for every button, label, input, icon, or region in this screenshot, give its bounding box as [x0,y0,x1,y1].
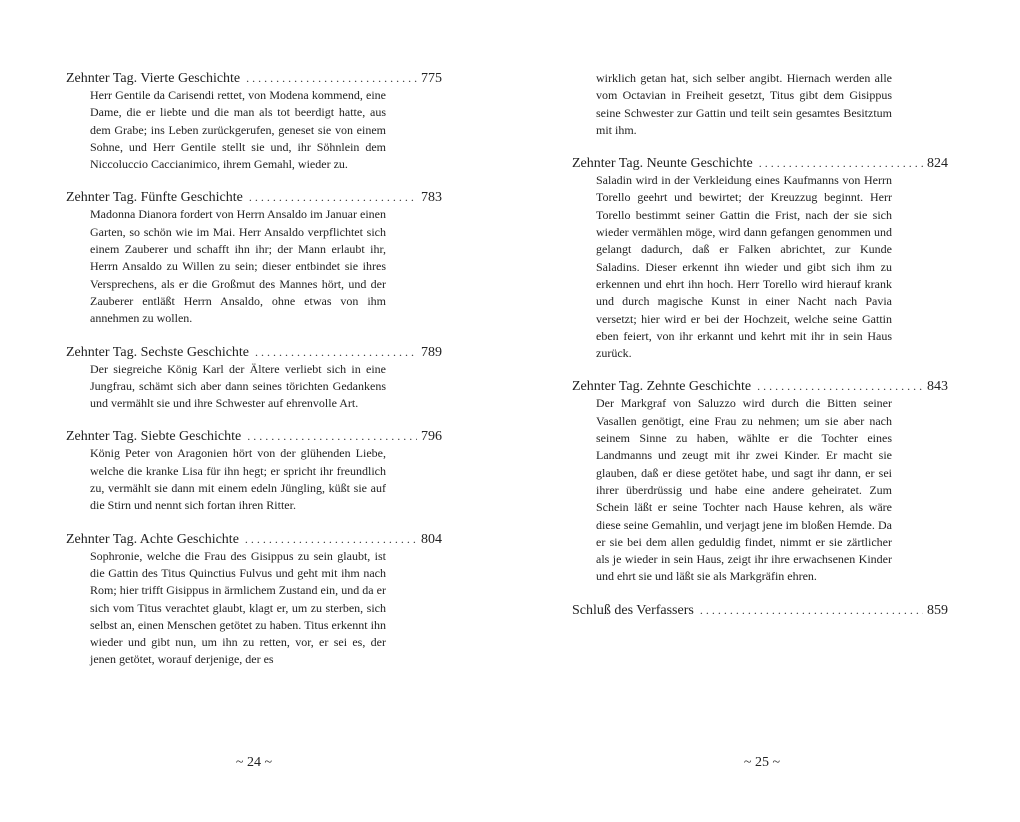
dot-leader [245,531,417,548]
toc-entry-heading[interactable] [572,602,948,619]
toc-entry-heading[interactable] [572,378,948,395]
dot-leader [247,428,417,445]
dot-leader [255,344,417,361]
dot-leader [249,189,417,206]
toc-entry-title: Schluß des Verfassers [572,602,694,618]
toc-entry-summary: Der siegreiche König Karl der Ältere verliebt sich in eine Jungfrau, schämt sich aber dann seines törichten Gedankens und vermählt sie und ihre Schwester auf ehrenvolle Art. [90,361,386,411]
dot-leader [757,378,923,395]
toc-entry-heading[interactable] [66,428,442,445]
page-number-right: ~ 25 ~ [743,755,781,770]
toc-entry-heading[interactable] [66,189,442,206]
toc-entry-summary: Der Markgraf von Saluzzo wird durch die Bitten seiner Vasallen genötigt, eine Frau zu nehmen; um sie aber nach seinem Sinne zu haben, wählte er die Tochter eines Landmanns und zeugt mit ihr zwei Kinder. Er macht sie glauben, daß er diese getötet habe, und sagt ihr dann, er sei ihrer überdrüssig und habe eine andere geheiratet. Zum Schein läßt er seine Tochter nach Hause kehren, als wäre diese seine Gemahlin, und verjagt jene im bloßen Hemde. Da er sie bei dem allen geduldig findet, nimmt er sie zärtlicher als je wieder in sein Haus, zeigt ihr ihre erwachsenen Kinder und ehrt sie und läßt sie als Markgräfin ehren. [596,396,892,584]
toc-entry [66,531,442,669]
toc-entry-summary: Herr Gentile da Carisendi rettet, von Modena kommend, eine Dame, die er liebte und die man als tot beerdigt hatte, aus dem Grabe; ins Leben zurückgerufen, geneset sie von einem Sohne, und Herr Gentile stellt sie und, ihr Söhnlein dem Niccoluccio Caccianimico, ihrem Gemahl, wieder zu. [90,88,386,172]
toc-entry-heading[interactable] [66,344,442,361]
toc-entry [66,70,442,173]
dot-leader [759,155,923,172]
toc-entry-title: Zehnter Tag. Achte Geschichte [66,531,239,547]
toc-entry-title: Zehnter Tag. Vierte Geschichte [66,71,241,86]
dot-leader [700,602,923,619]
toc-entry-summary: Sophronie, welche die Frau des Gisippus zu sein glaubt, ist die Gattin des Titus Quinctius Fulvus und geht mit ihm nach Rom; hier trifft Gisippus in ärmlichem Zustand ein, und da er sich vom Titus verachtet glaubt, klagt er, um zu sterben, sich selbst an, einen Menschen getötet zu haben. Titus erkennt ihn wieder und gibt nun, um ihn zu retten, vor, er sei es, der jenen getötet, worauf derjenige, der es [90,548,386,667]
toc-column-right [572,70,948,635]
toc-page-number: 804 [421,531,442,547]
toc-entry-continuation [572,70,948,139]
toc-entry-summary: Madonna Dianora fordert von Herrn Ansaldo im Januar einen Garten, so schön wie im Mai. Herr Ansaldo verpflichtet sich einem Zauberer und schafft ihn ihr; der Mann erlaubt ihr, Herrn Ansaldo zu Willen zu sein; dieser entbindet sie ihres Versprechens, als er die Großmut des Mannes hört, und der Zauberer entläßt Herrn Ansaldo, ohne etwas von ihm annehmen zu wollen. [90,207,386,326]
toc-entry-summary: König Peter von Aragonien hört von der glühenden Liebe, welche die kranke Lisa für ihn hegt; er spricht ihr freundlich zu, vermählt sie dann mit einem edeln Jüngling, küßt sie auf die Stirn und nennt sich fortan ihren Ritter. [90,446,386,513]
toc-page-number: 789 [421,344,442,360]
toc-entry-title: Zehnter Tag. Sechste Geschichte [66,344,250,360]
toc-page-number: 796 [421,429,442,445]
toc-page-number: 775 [421,71,442,86]
toc-page-number: 824 [927,156,948,172]
toc-page-number: 843 [927,379,948,395]
toc-entry-title: Zehnter Tag. Fünfte Geschichte [66,190,243,206]
toc-entry-summary: Saladin wird in der Verkleidung eines Kaufmanns von Herrn Torello geehrt und bewirtet; der Kreuzzug beginnt. Herr Torello bestimmt seiner Gattin die Frist, nach der sie sich wieder vermählen möge, wird dann gefangen genommen und gelangt dadurch, daß er Falken abrichtet, zur Kunde Saladins. Dieser erkennt ihn wieder und gibt sich ihm zu erkennen und ehrt ihn hoch. Herr Torello wird hierauf krank und durch magische Kunst in einer Nacht nach Pavia versetzt; hier wird er bei der Hochzeit, welche seine Gattin eben feiert, von ihr erkannt und kehrt mit ihr in sein Haus zurück. [596,173,892,361]
toc-entry [66,189,442,327]
right-page [510,0,1020,822]
toc-entry-title: Zehnter Tag. Zehnte Geschichte [572,379,752,395]
toc-entry [572,378,948,585]
toc-entry-title: Zehnter Tag. Neunte Geschichte [572,156,753,172]
toc-entry-heading[interactable] [572,155,948,172]
toc-page-number: 859 [927,602,948,618]
toc-entry-heading[interactable] [66,70,442,87]
toc-entry-title: Zehnter Tag. Siebte Geschichte [66,429,242,445]
page-number-left: ~ 24 ~ [235,755,273,770]
toc-page-number: 783 [421,190,442,206]
toc-entry [572,155,948,362]
toc-entry [66,428,442,514]
toc-column-left [66,70,442,685]
toc-entry [66,344,442,413]
toc-entry [572,602,948,619]
dot-leader [246,70,417,87]
toc-entry-heading[interactable] [66,531,442,548]
toc-summary-continuation: wirklich getan hat, sich selber angibt. Hiernach werden alle vom Octavian in Freiheit gesetzt, Titus gibt dem Gisippus seine Schwester zur Gattin und teilt sein gesamtes Besitztum mit ihm. [596,71,892,137]
